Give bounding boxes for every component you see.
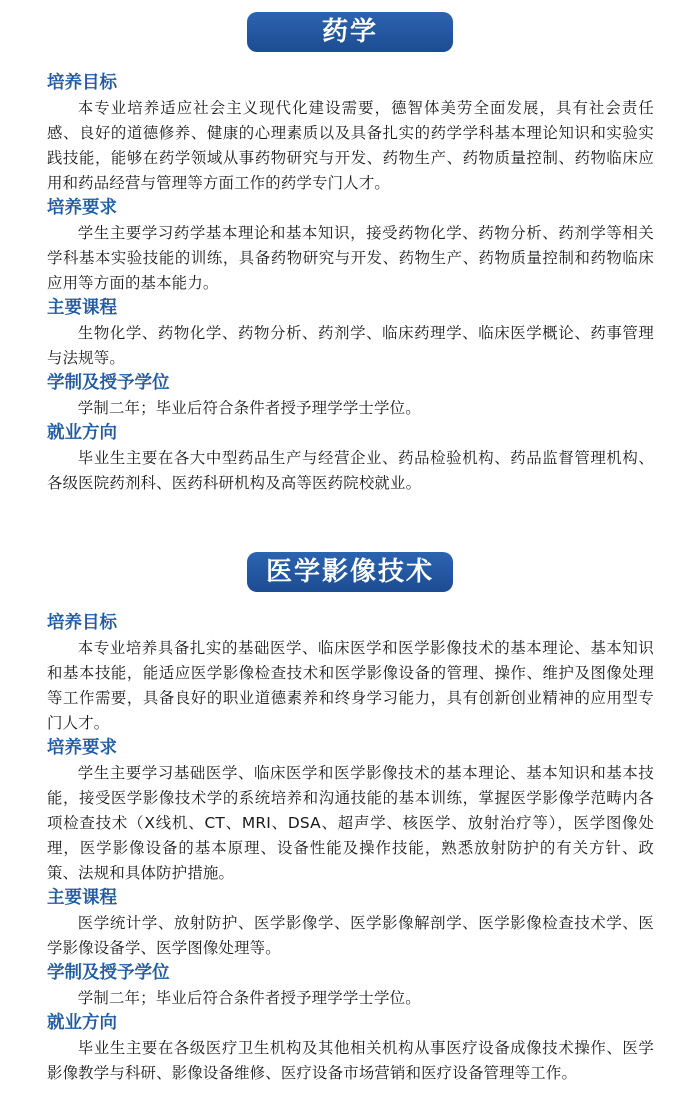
section-heading-training-requirements: 培养要求: [47, 738, 117, 758]
section-heading-degree: 学制及授予学位: [47, 373, 170, 393]
section-text-degree: 学制二年；毕业后符合条件者授予理学学士学位。: [77, 989, 421, 1007]
major-title: 药学: [247, 12, 453, 52]
section-heading-degree: 学制及授予学位: [47, 963, 170, 983]
section-text-training-goal: 本专业培养具备扎实的基础医学、临床医学和医学影像技术的基本理论、基本知识和基本技能，能适应医学影像检查技术和医学影像设备的管理、操作、维护及图像处理等工作需要，具备良好的职业道德素养和终身学习能力，具有创新创业精神的应用型专门人才。: [47, 639, 654, 732]
major-sections: [0, 611, 700, 1086]
section-heading-main-courses: 主要课程: [47, 298, 117, 318]
section-heading-training-goal: 培养目标: [47, 73, 117, 93]
section-text-training-requirements: 学生主要学习药学基本理论和基本知识，接受药物化学、药物分析、药剂学等相关学科基本实验技能的训练，具备药物研究与开发、药物生产、药物质量控制和药物临床应用等方面的基本能力。: [47, 224, 654, 292]
section-text-training-requirements: 学生主要学习基础医学、临床医学和医学影像技术的基本理论、基本知识和基本技能，接受医学影像技术学的系统培养和沟通技能的基本训练，掌握医学影像学范畴内各项检查技术（X线机、CT、MRI、DSA、超声学、核医学、放射治疗等），医学图像处理，医学影像设备的基本原理、设备性能及操作技能，熟悉放射防护的有关方针、政策、法规和具体防护措施。: [47, 764, 654, 882]
section-heading-employment: 就业方向: [47, 1013, 117, 1033]
section-text-main-courses: 医学统计学、放射防护、医学影像学、医学影像解剖学、医学影像检查技术学、医学影像设备学、医学图像处理等。: [47, 914, 654, 957]
section-text-training-goal: 本专业培养适应社会主义现代化建设需要，德智体美劳全面发展，具有社会责任感、良好的道德修养、健康的心理素质以及具备扎实的药学学科基本理论知识和实验实践技能，能够在药学领域从事药物研究与开发、药物生产、药物质量控制、药物临床应用和药品经营与管理等方面工作的药学专门人才。: [47, 99, 654, 192]
section-heading-training-requirements: 培养要求: [47, 198, 117, 218]
major-pharmacy: [0, 12, 700, 496]
section-heading-training-goal: 培养目标: [47, 613, 117, 633]
section-text-main-courses: 生物化学、药物化学、药物分析、药剂学、临床药理学、临床医学概论、药事管理与法规等。: [47, 324, 654, 367]
section-text-employment: 毕业生主要在各大中型药品生产与经营企业、药品检验机构、药品监督管理机构、各级医院药剂科、医药科研机构及高等医药院校就业。: [47, 449, 654, 492]
section-text-employment: 毕业生主要在各级医疗卫生机构及其他相关机构从事医疗设备成像技术操作、医学影像教学与科研、影像设备维修、医疗设备市场营销和医疗设备管理等工作。: [47, 1039, 654, 1082]
major-medical-imaging-technology: [0, 552, 700, 1086]
section-text-degree: 学制二年；毕业后符合条件者授予理学学士学位。: [77, 399, 421, 417]
major-title: 医学影像技术: [247, 552, 453, 592]
section-heading-main-courses: 主要课程: [47, 888, 117, 908]
major-sections: [0, 71, 700, 496]
section-heading-employment: 就业方向: [47, 423, 117, 443]
